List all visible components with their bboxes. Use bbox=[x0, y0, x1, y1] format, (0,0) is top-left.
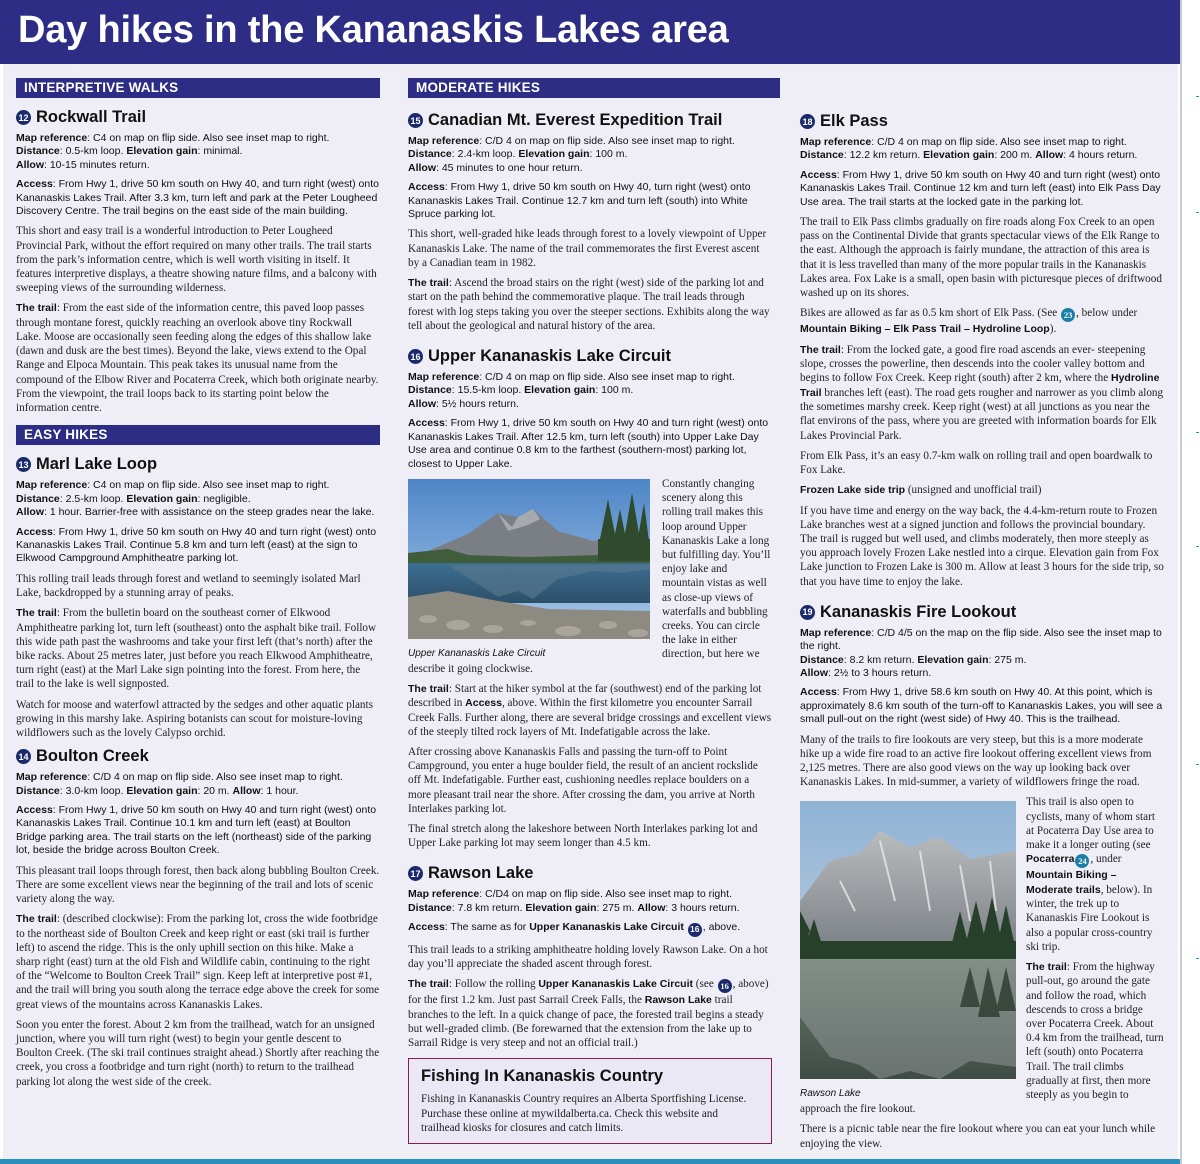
hike-number-badge: 13 bbox=[16, 457, 31, 472]
hike-facts: Map reference: C/D4 on map on flip side. Also see inset map to right. Distance: 7.8 km return. Elevation gain: 275 m. Allow: 3 hours return. bbox=[408, 888, 740, 914]
hike-facts: Map reference: C4 on map on flip side. Also see inset map to right. Distance: 0.5-km loop. Elevation gain: minimal. Allow: 10-15 minutes return. bbox=[16, 132, 330, 171]
hike-title-17 bbox=[408, 864, 772, 883]
hike-description: Many of the trails to fire lookouts are very steep, but this is a more moderate hike up a wide fire road to an active fire lookout offering excellent views from 2,125 metres. There are also good views on the way up looking back over Kananaskis Lakes. In mid-summer, a variety of wildflowers fringe the road. bbox=[800, 733, 1152, 789]
lake-photo-illustration bbox=[800, 801, 1016, 1079]
section-header-moderate: MODERATE HIKES bbox=[408, 78, 780, 98]
hike-number-badge: 12 bbox=[16, 110, 31, 125]
title-banner bbox=[0, 0, 1180, 64]
hike-description: The final stretch along the lakeshore between North Interlakes parking lot and Upper Lake parking lot may seem longer than 4.5 km. bbox=[408, 822, 758, 850]
hike-title-15 bbox=[408, 111, 772, 130]
hike-name: Rockwall Trail bbox=[36, 108, 147, 126]
column-middle bbox=[408, 78, 772, 1144]
hike-trail-directions: The trail: From the highway pull-out, go around the gate and follow the road, which descends to cross a bridge over Pocaterra Creek. About 0.4 km from the trailhead, turn left (south) onto Pocaterra Trail. The trail climbs gradually at first, then more steeply as you begin to approach the fire lookout. bbox=[800, 961, 1164, 1116]
hike-access: Access: From Hwy 1, drive 58.6 km south on Hwy 40. At this point, which is approximately 8.6 km south of the turn-off to Kananaskis Lakes, you will see a small pull-out on the right (west side) of Hwy 40. This is the trailhead. bbox=[800, 686, 1163, 726]
hike-access: Access: From Hwy 1, drive 50 km south on Hwy 40, and turn right (west) onto Kananaskis Lakes Trail. After 3.3 km, turn left and park at the Peter Lougheed Discovery Centre. The trail begins on the east side of the main building. bbox=[16, 178, 379, 218]
hike-number-badge: 17 bbox=[408, 866, 423, 881]
hike-ref-badge: 16 bbox=[718, 979, 732, 993]
hike-trail-directions: The trail: From the east side of the information centre, this paved loop passes through montane forest, quickly reaching an overlook above tiny Rockwall Lake. Moose are occasionally seen feeding along the edges of this shallow lake (dawn and dusk are the best times). Beyond the lake, views extend to the Opal Range and Elpoca Mountain. This peak takes its unusual name from the compound of the Elbow River and Pocaterra Creek, which both originate nearby. From the viewpoint, the trail loops back to its starting point below the information centre. bbox=[16, 302, 379, 415]
hike-title-13 bbox=[16, 455, 380, 474]
hike-description: This pleasant trail loops through forest, then back along bubbling Boulton Creek. There are some excellent views near the beginning of the trail and lots of scenic variety along the way. bbox=[16, 864, 380, 905]
hike-access: Access: From Hwy 1, drive 50 km south on Hwy 40 and turn right (west) onto Kananaskis Lakes Trail. Continue 5.8 km and turn left (east) at the sign to Elkwood Campground Amphitheatre parking lot. bbox=[16, 525, 377, 565]
hike-name: Canadian Mt. Everest Expedition Trail bbox=[428, 111, 723, 129]
hike-title-14 bbox=[16, 747, 380, 766]
hike-trail-directions: The trail: Follow the rolling Upper Kananaskis Lake Circuit (see 16 , above) for the first 1.2 km. Just past Sarrail Creek Falls, the Rawson Lake trail branches to the left. In a quick change of pace, the forested trail begins a steady but well-graded climb. (Be forewarned that the extension from the lake up to Sarrail Ridge is very steep and not an official trail.) bbox=[408, 978, 769, 1050]
fishing-title: Fishing In Kananaskis Country bbox=[421, 1067, 664, 1086]
edge-tick bbox=[1196, 96, 1199, 97]
hike-description: This short, well-graded hike leads through forest to a lovely viewpoint of Upper Kananaskis Lake. The name of the trail commemorates the first Everest ascent by a Canadian team in 1982. bbox=[408, 228, 767, 269]
edge-tick bbox=[1196, 764, 1199, 765]
hike-description: After crossing above Kananaskis Falls and passing the turn-off to Point Campground, you enter a huge boulder field, the result of an ancient rockslide off Mt. Indefatigable. Further east, cushioning needles replace boulders on a more pleasant trail near the shore. After crossing the dam, you arrive at North Interlakes parking lot. bbox=[408, 745, 758, 815]
hike-description: This short and easy trail is a wonderful introduction to Peter Lougheed Provincial Park, without the effort required on many other trails. The trail starts from the park’s information centre, which is well worth visiting in itself. It features interpretive displays, a theatre showing nature films, and a balcony with sweeping views of the surrounding wilderness. bbox=[16, 225, 377, 295]
hike-description: The trail to Elk Pass climbs gradually on fire roads along Fox Creek to an open pass on the Continental Divide that grants spectacular views of the Elk Range to the east. Although the approach is fairly mundane, the attraction of this area is that it is less travelled than many of the more popular trails in the Kananaskis Lakes area. Fox Lake is a small, open basin with picturesque pieces of driftwood washed up on its shores. bbox=[800, 216, 1162, 300]
hike-access: Access: From Hwy 1, drive 50 km south on Hwy 40 and turn right (west) onto Kananaskis Lakes Trail. After 12.5 km, turn left (south) into Upper Lake Day Use area and continue 0.8 km to the farthest (southern-most) parking lot, closest to Upper Lake. bbox=[408, 417, 769, 470]
hike-title-16 bbox=[408, 347, 772, 366]
side-trip-heading: Frozen Lake side trip (unsigned and unofficial trail) bbox=[800, 484, 1042, 497]
photo-caption: Rawson Lake bbox=[800, 1088, 861, 1100]
hike-trail-directions: The trail: (described clockwise): From the parking lot, cross the wide footbridge to the northeast side of Boulton Creek and keep right or east (ski trail is further left) to ascend the ridge. This is the only uphill section on this hike. Make a sharp right (east) turn at the old Fish and Wildlife cabin, continuing to the right of the “Welcome to Boulton Creek Trail” sign. Keep left at interpretive post #1, and the trail will bring you south along the terrace edge above the creek for some great views of the mountains across Kananaskis Lakes. bbox=[16, 913, 380, 1011]
photo-caption: Upper Kananaskis Lake Circuit bbox=[408, 647, 546, 659]
lake-photo-illustration bbox=[408, 479, 650, 639]
hike-facts: Map reference: C/D 4 on map on flip side. Also see inset map to right. Distance: 3.0-km loop. Elevation gain: 20 m. Allow: 1 hour. bbox=[16, 771, 343, 797]
hike-access: Access: From Hwy 1, drive 50 km south on Hwy 40 and turn right (west) onto Kananaskis Lakes Trail. Continue 12 km and turn left (east) into Elk Pass Day Use area. The trail starts at the locked gate in the parking lot. bbox=[800, 168, 1161, 208]
hike-access: Access: From Hwy 1, drive 50 km south on Hwy 40, turn right (west) onto Kananaskis Lakes Trail. Continue 12.7 km and turn left (south) into White Spruce parking lot. bbox=[408, 181, 751, 221]
bikes-note: Bikes are allowed as far as 0.5 km short of Elk Pass. (See 23 , below under Mountain Biking – Elk Pass Trail – Hydroline Loop). bbox=[800, 307, 1138, 336]
edge-tick bbox=[1196, 546, 1199, 547]
hike-name: Rawson Lake bbox=[428, 864, 534, 883]
page-title: Day hikes in the Kananaskis Lakes area bbox=[18, 9, 729, 51]
hike-trail-directions: The trail: Ascend the broad stairs on the right (west) side of the parking lot and start on the path behind the commemorative plaque. The trail leads through forest with log steps taking you over the steeper sections. Exhibits along the way tell about the geological and natural history of the area. bbox=[408, 277, 770, 332]
bottom-rule bbox=[0, 1159, 1180, 1164]
section-header-interpretive: INTERPRETIVE WALKS bbox=[16, 78, 380, 98]
column-left bbox=[16, 78, 380, 1089]
hike-description: Watch for moose and waterfowl attracted by the sedges and other aquatic plants growing in this marshy lake. Aspiring botanists can scout for moisture-loving wildflowers such as the lovely Calypso orchid. bbox=[16, 698, 373, 739]
photo-rawson-lake bbox=[800, 801, 1016, 1099]
hike-number-badge: 16 bbox=[408, 349, 423, 364]
fishing-info-box bbox=[408, 1058, 772, 1144]
hike-description: Soon you enter the forest. About 2 km from the trailhead, watch for an unsigned junction, where you will turn right (west) to begin your gentle descent to Boulton Creek. (The ski trail continues straight ahead.) Shortly after reaching the creek, you cross a footbridge and turn right (north) to return to the trailhead parking lot along the west side of the creek. bbox=[16, 1018, 380, 1088]
hike-facts: Map reference: C/D 4 on map on flip side. Also see inset map to right. Distance: 2.4-km loop. Elevation gain: 100 m. Allow: 45 minutes to one hour return. bbox=[408, 135, 735, 174]
hike-description: There is a picnic table near the fire lookout where you can eat your lunch while enjoying the view. bbox=[800, 1123, 1156, 1150]
bike-ref-badge: 24 bbox=[1075, 854, 1089, 868]
hike-name: Upper Kananaskis Lake Circuit bbox=[428, 347, 672, 366]
hike-facts: Map reference: C/D 4/5 on the map on the flip side. Also see the inset map to the right. Distance: 8.2 km return. Elevation gain: 275 m. Allow: 2½ to 3 hours return. bbox=[800, 626, 1162, 680]
cycling-note: This trail is also open to cyclists, many of whom start at Pocaterra Day Use area to make it a longer outing (see Pocaterra 24 , under Mountain Biking – Moderate trails, below). In winter, the trek up to Kananaskis Fire Lookout is also a popular cross-country ski trip. bbox=[1026, 796, 1155, 953]
hike-name: Kananaskis Fire Lookout bbox=[820, 602, 1017, 621]
hike-title-12 bbox=[16, 108, 380, 127]
edge-tick bbox=[1196, 958, 1199, 959]
hike-title-18 bbox=[800, 112, 1164, 131]
hike-description: This trail leads to a striking amphitheatre holding lovely Rawson Lake. On a hot day you’ll appreciate the shaded ascent through forest. bbox=[408, 943, 768, 971]
fishing-text: Fishing in Kananaskis Country requires an Alberta Sportfishing License. Purchase these online at mywildalberta.ca. Check this website and trailhead kiosks for closures and catch limits. bbox=[421, 1093, 747, 1134]
hike-trail-directions: The trail: Start at the hiker symbol at the far (southwest) end of the parking lot described in Access, above. Within the first kilometre you encounter Sarrail Creek Falls. Further along, there are several bridge crossings and excellent views of the steeply tilted rock layers of Mt. Indefatigable across the lake. bbox=[408, 682, 772, 738]
hike-description: This rolling trail leads through forest and wetland to seemingly isolated Marl Lake, backdropped by a stunning array of peaks. bbox=[16, 572, 361, 599]
hike-name: Marl Lake Loop bbox=[36, 455, 158, 474]
edge-tick bbox=[1196, 212, 1199, 213]
hike-facts: Map reference: C/D 4 on map on flip side. Also see inset map to right. Distance: 15.5-km loop. Elevation gain: 100 m. Allow: 5½ hours return. bbox=[408, 371, 735, 410]
hike-facts: Map reference: C4 on map on flip side. Also see inset map to right. Distance: 2.5-km loop. Elevation gain: negligible. Allow: 1 hour. Barrier-free with assistance on the steep grades near the lake. bbox=[16, 479, 375, 519]
edge-tick bbox=[1196, 432, 1199, 433]
hike-ref-badge: 16 bbox=[688, 923, 702, 937]
hike-name: Elk Pass bbox=[820, 112, 888, 130]
photo-upper-kananaskis bbox=[408, 479, 650, 659]
adjacent-page-edge bbox=[1180, 0, 1200, 1164]
section-header-easy: EASY HIKES bbox=[16, 425, 380, 445]
hike-number-badge: 19 bbox=[800, 605, 815, 620]
hike-title-19 bbox=[800, 603, 1164, 622]
hike-facts: Map reference: C/D 4 on map on flip side. Also see inset map to right. Distance: 12.2 km return. Elevation gain: 200 m. Allow: 4 hours return. bbox=[800, 136, 1138, 162]
column-right bbox=[800, 78, 1164, 1151]
hike-number-badge: 18 bbox=[800, 114, 815, 129]
hike-access: Access: The same as for Upper Kananaskis Lake Circuit 16 , above. bbox=[408, 921, 772, 937]
bike-ref-badge: 23 bbox=[1061, 308, 1075, 322]
hike-description: From Elk Pass, it’s an easy 0.7-km walk on rolling trail and open boardwalk to Fox Lake. bbox=[800, 449, 1153, 476]
hike-trail-directions: The trail: From the bulletin board on the southeast corner of Elkwood Amphitheatre parking lot, turn left (southeast) onto the asphalt bike trail. Follow this wide path past the washrooms and take your first left (that’s north) after the bike racks. About 25 metres later, just before you reach Elkwood Amphitheatre, turn right (east) at the Marl Lake sign pointing into the forest. From here, the trail to the lake is well signposted. bbox=[16, 607, 377, 691]
hike-name: Boulton Creek bbox=[36, 747, 149, 766]
hike-description: Constantly changing scenery along this rolling trail makes this loop around Upper Kananaskis Lake a long but fulfilling day. You’ll enjoy lake and mountain vistas as well as close-up views of waterfalls and bubbling creeks. You can circle the lake in either direction, but here we describe it going clockwise. bbox=[408, 477, 771, 675]
hike-trail-directions: The trail: From the locked gate, a good fire road ascends an ever- steepening slope, crosses the powerline, then descends into the cooler valley bottom and begins to follow Fox Creek. Keep right (south) after 2 km, where the Hydroline Trail branches left (east). The road gets rougher and narrower as you climb along the sometimes marshy creek. Keep right (west) at all junctions as you near the flat environs of the pass, where you are greeted with information boards for Elk Lakes Provincial Park. bbox=[800, 343, 1164, 442]
hike-access: Access: From Hwy 1, drive 50 km south on Hwy 40 and turn right (west) onto Kananaskis Lakes Trail. Continue 10.1 km and turn left (east) at Boulton Bridge parking area. The trail starts on the left (northeast) side of the parking lot, beside the bridge across Boulton Creek. bbox=[16, 803, 377, 857]
hike-description: If you have time and energy on the way back, the 4.4-km-return route to Frozen Lake branches west at a signed junction and follows the provincial boundary. The trail is rugged but well used, and climbs moderately, then more steeply as you approach lovely Frozen Lake nestled into a cirque. Elevation gain from Fox Lake junction to Frozen Lake is 300 m. Allow at least 3 hours for the side trip, so that you have time to enjoy the lake. bbox=[800, 504, 1164, 588]
hike-number-badge: 14 bbox=[16, 749, 31, 764]
hike-number-badge: 15 bbox=[408, 113, 423, 128]
